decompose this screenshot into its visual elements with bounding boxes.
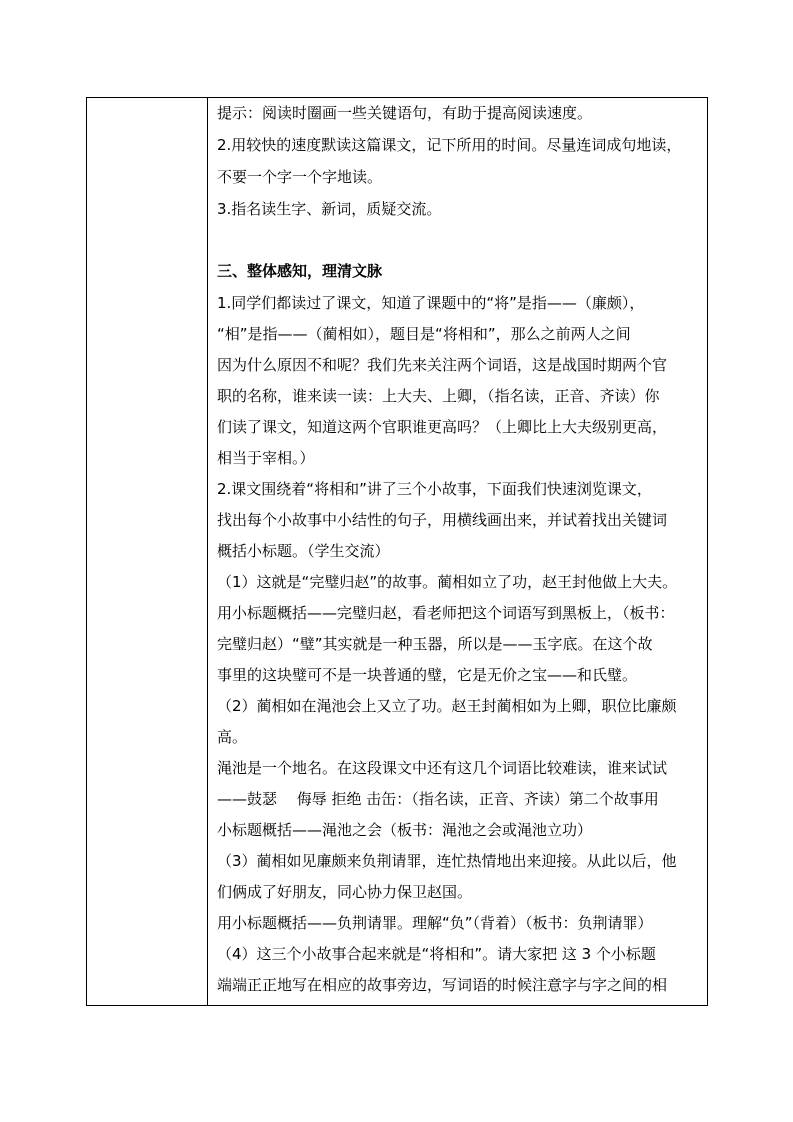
text-line: （1）这就是“完璧归赵”的故事。蔺相如立了功，赵王封他做上大夫。: [217, 573, 678, 591]
text-line: （2）蔺相如在渑池会上又立了功。赵王封蔺相如为上卿，职位比廉颇: [217, 697, 677, 715]
text-line: 提示：阅读时圈画一些关键语句，有助于提高阅读速度。: [217, 104, 593, 122]
text-line: 小标题概括——渑池之会（板书：渑池之会或渑池立功）: [217, 821, 593, 839]
text-line: 找出每个小故事中小结性的句子，用横线画出来，并试着找出关键词: [217, 511, 668, 529]
text-line: 1.同学们都读过了课文，知道了课题中的“将”是指——（廉颇），: [217, 294, 645, 312]
text-line: 2.课文围绕着“将相和”讲了三个小故事，下面我们快速浏览课文，: [217, 480, 652, 498]
content-column-cell: [208, 98, 707, 1005]
text-line: 完璧归赵）“璧”其实就是一种玉器，所以是——玉字底。在这个故: [217, 635, 653, 653]
text-line: “相”是指——（蔺相如），题目是“将相和”，那么之前两人之间: [217, 325, 631, 343]
text-line: 用小标题概括——完璧归赵，看老师把这个词语写到黑板上，（板书：: [217, 604, 675, 622]
text-line: 相当于宰相。）: [217, 449, 315, 467]
text-line: （3）蔺相如见廉颇来负荆请罪，连忙热情地出来迎接。从此以后，他: [217, 852, 677, 870]
text-line: 概括小标题。（学生交流）: [217, 542, 390, 560]
lesson-plan-table: [86, 97, 708, 1006]
left-column-cell: [87, 98, 208, 1005]
text-line: 们俩成了好朋友，同心协力保卫赵国。: [217, 883, 473, 901]
text-line: 3.指名读生字、新词，质疑交流。: [217, 200, 442, 218]
text-line: 渑池是一个地名。在这段课文中还有这几个词语比较难读，谁来试试: [217, 759, 668, 777]
text-line: 2.用较快的速度默读这篇课文，记下所用的时间。尽量连词成句地读，: [217, 136, 682, 154]
text-line: ——鼓瑟 侮辱 拒绝 击缶：（指名读，正音、齐读）第二个故事用: [217, 790, 659, 808]
text-line: 职的名称，谁来读一读：上大夫、上卿，（指名读，正音、齐读）你: [217, 387, 660, 405]
text-line: 高。: [217, 728, 248, 746]
text-line: （4）这三个小故事合起来就是“将相和”。请大家把 这 3 个小标题: [217, 945, 656, 963]
text-line: 用小标题概括——负荆请罪。理解“负”（背着）（板书：负荆请罪）: [217, 914, 653, 932]
text-line: 不要一个字一个字地读。: [217, 168, 383, 186]
text-line: 们读了课文，知道这两个官职谁更高吗？（上卿比上大夫级别更高，: [217, 418, 668, 436]
text-line: 因为什么原因不和呢？我们先来关注两个词语，这是战国时期两个官: [217, 356, 668, 374]
text-line: 事里的这块璧可不是一块普通的璧，它是无价之宝——和氏璧。: [217, 666, 638, 684]
section-heading: 三、整体感知，理清文脉: [217, 262, 383, 280]
text-line: 端端正正地写在相应的故事旁边，写词语的时候注意字与字之间的相: [217, 976, 668, 994]
